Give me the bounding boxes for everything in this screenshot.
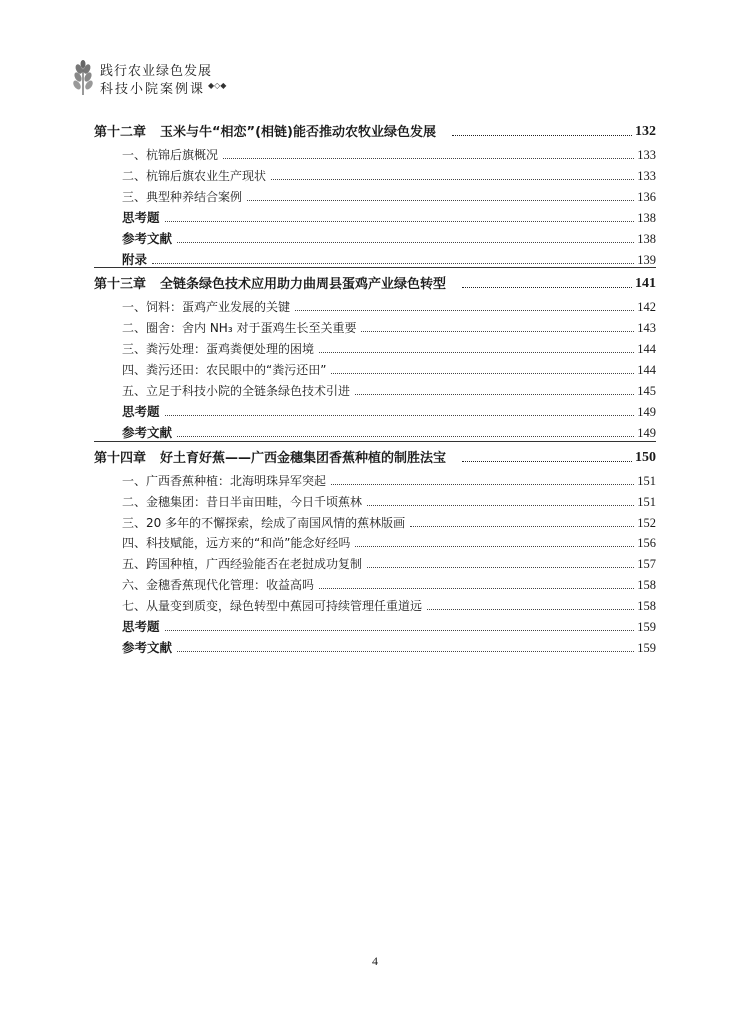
dot-leader [177, 436, 634, 437]
toc-page-number: 149 [637, 404, 656, 419]
toc-page-number: 149 [637, 425, 656, 440]
toc-page-number: 152 [637, 515, 656, 530]
toc-entry-title: 五、跨国种植，广西经验能否在老挝成功复制 [122, 557, 363, 572]
toc-backmatter-row[interactable] [94, 227, 656, 247]
toc-entry-title: 参考文献 [122, 424, 173, 440]
dot-leader [165, 630, 635, 631]
toc-page-number: 136 [637, 189, 656, 204]
toc-page-number: 157 [637, 557, 656, 572]
toc-entry-title: 六、金穗香蕉现代化管理：收益高吗 [122, 578, 315, 593]
chapter-number: 第十二章 [94, 125, 147, 140]
toc-section-row[interactable] [94, 316, 656, 336]
chapter-title: 好土育好蕉——广西金穗集团香蕉种植的制胜法宝 [160, 450, 447, 466]
toc-entry-title: 四、粪污还田：农民眼中的“粪污还田” [122, 363, 327, 378]
toc-entry-title: 附录 [122, 251, 148, 267]
dot-leader [462, 287, 632, 288]
dot-leader [319, 588, 634, 589]
dot-leader [427, 609, 634, 610]
dot-leader [367, 567, 634, 568]
chapter-divider [94, 267, 656, 268]
toc-page-number: 132 [635, 124, 656, 139]
toc-backmatter-row[interactable] [94, 206, 656, 226]
dot-leader [331, 484, 634, 485]
dot-leader [331, 373, 634, 374]
toc-backmatter-row[interactable] [94, 615, 656, 635]
chapter-title: 玉米与牛“相恋”(相链)能否推动农牧业绿色发展 [160, 125, 436, 140]
header-title: 践行农业绿色发展 [100, 64, 213, 79]
dot-leader [177, 242, 634, 243]
toc-section-row[interactable] [94, 379, 656, 399]
dot-leader [361, 331, 634, 332]
toc-entry-title: 二、杭锦后旗农业生产现状 [122, 168, 267, 183]
toc-entry-title: 一、饲料：蛋鸡产业发展的关键 [122, 300, 291, 315]
dot-leader [355, 394, 634, 395]
toc-entry-title [94, 273, 448, 292]
toc-entry-title [94, 121, 438, 140]
toc-page-number: 150 [635, 449, 656, 465]
toc-section-row[interactable] [94, 143, 656, 163]
running-header [70, 54, 300, 104]
toc-entry-title: 三、粪污处理：蛋鸡粪便处理的困境 [122, 342, 315, 357]
toc-chapter-row[interactable] [94, 446, 656, 466]
dot-leader [165, 415, 635, 416]
toc-section-row[interactable] [94, 295, 656, 315]
dot-leader [177, 651, 634, 652]
dot-leader [367, 505, 634, 506]
toc-section-row[interactable] [94, 511, 656, 531]
toc-entry-title: 思考题 [122, 403, 160, 419]
toc-backmatter-row[interactable] [94, 421, 656, 441]
toc-entry-title: 二、圈舍：舍内 NH₃ 对于蛋鸡生长至关重要 [122, 321, 357, 336]
toc-page-number: 158 [637, 599, 656, 614]
toc-section-row[interactable] [94, 573, 656, 593]
toc-page-number: 158 [637, 578, 656, 593]
toc-section-row[interactable] [94, 552, 656, 572]
dot-leader [152, 263, 634, 264]
toc-section-row[interactable] [94, 469, 656, 489]
toc-page-number: 144 [637, 363, 656, 378]
dot-leader [271, 179, 634, 180]
dot-leader [223, 158, 634, 159]
chapter-divider [94, 441, 656, 442]
toc-entry-title: 四、科技赋能，远方来的“和尚”能念好经吗 [122, 536, 351, 551]
toc-entry-title: 五、立足于科技小院的全链条绿色技术引进 [122, 384, 351, 398]
toc-entry-title: 七、从量变到质变，绿色转型中蕉园可持续管理任重道远 [122, 599, 423, 614]
page-number: 4 [372, 954, 378, 968]
toc-backmatter-row[interactable] [94, 400, 656, 420]
toc-entry-title: 二、金穗集团：昔日半亩田畦，今日千顷蕉林 [122, 494, 363, 509]
toc-entry-title [94, 447, 448, 466]
dot-leader [410, 526, 634, 527]
toc-page-number: 133 [637, 168, 656, 183]
toc-entry-title: 参考文献 [122, 230, 173, 246]
dot-leader [452, 135, 632, 136]
toc-section-row[interactable] [94, 490, 656, 510]
toc-page-number: 159 [637, 640, 656, 655]
toc-section-row[interactable] [94, 164, 656, 184]
toc-entry-title: 一、广西香蕉种植：北海明珠异军突起 [122, 473, 327, 488]
toc-page-number: 138 [637, 231, 656, 246]
dot-leader [295, 310, 634, 311]
toc-entry-title: 三、20 多年的不懈探索，绘成了南国风情的蕉林版画 [122, 515, 406, 530]
chapter-number: 第十四章 [94, 450, 147, 466]
toc-chapter-row[interactable] [94, 272, 656, 292]
toc-page-number: 159 [637, 620, 656, 634]
dot-leader [462, 461, 632, 462]
toc-chapter-row[interactable] [94, 120, 656, 140]
toc-entry-title: 思考题 [122, 619, 160, 634]
chapter-title: 全链条绿色技术应用助力曲周县蛋鸡产业绿色转型 [160, 277, 447, 293]
toc-section-row[interactable] [94, 531, 656, 551]
toc-page-number: 144 [637, 342, 656, 357]
toc-page-number: 151 [637, 473, 656, 488]
toc-entry-title: 一、杭锦后旗概况 [122, 148, 219, 162]
toc-page-number: 142 [637, 300, 656, 315]
toc-page-number: 145 [637, 384, 656, 398]
dot-leader [319, 352, 634, 353]
toc-page-number: 141 [635, 276, 656, 292]
toc-page-number: 138 [637, 210, 656, 225]
toc-section-row[interactable] [94, 337, 656, 357]
chapter-number: 第十三章 [94, 277, 147, 293]
toc-section-row[interactable] [94, 358, 656, 378]
toc-backmatter-row[interactable] [94, 248, 656, 268]
toc-page-number: 143 [637, 321, 656, 336]
toc-entry-title: 三、典型种养结合案例 [122, 189, 243, 204]
header-subtitle: 科技小院案例课 [100, 82, 206, 97]
toc-entry-title: 思考题 [122, 209, 160, 225]
toc-section-row[interactable] [94, 185, 656, 205]
diamond-ornament-icon: ◆◇◆ [208, 81, 227, 90]
dot-leader [355, 546, 634, 547]
toc-backmatter-row[interactable] [94, 636, 656, 656]
wheat-sprig-icon [70, 60, 96, 96]
dot-leader [165, 221, 635, 222]
toc-page-number: 139 [637, 252, 656, 267]
toc-entry-title: 参考文献 [122, 639, 173, 655]
toc-section-row[interactable] [94, 594, 656, 614]
toc-page-number: 133 [637, 148, 656, 162]
toc-page-number: 151 [637, 494, 656, 509]
toc-page-number: 156 [637, 536, 656, 551]
dot-leader [247, 200, 634, 201]
